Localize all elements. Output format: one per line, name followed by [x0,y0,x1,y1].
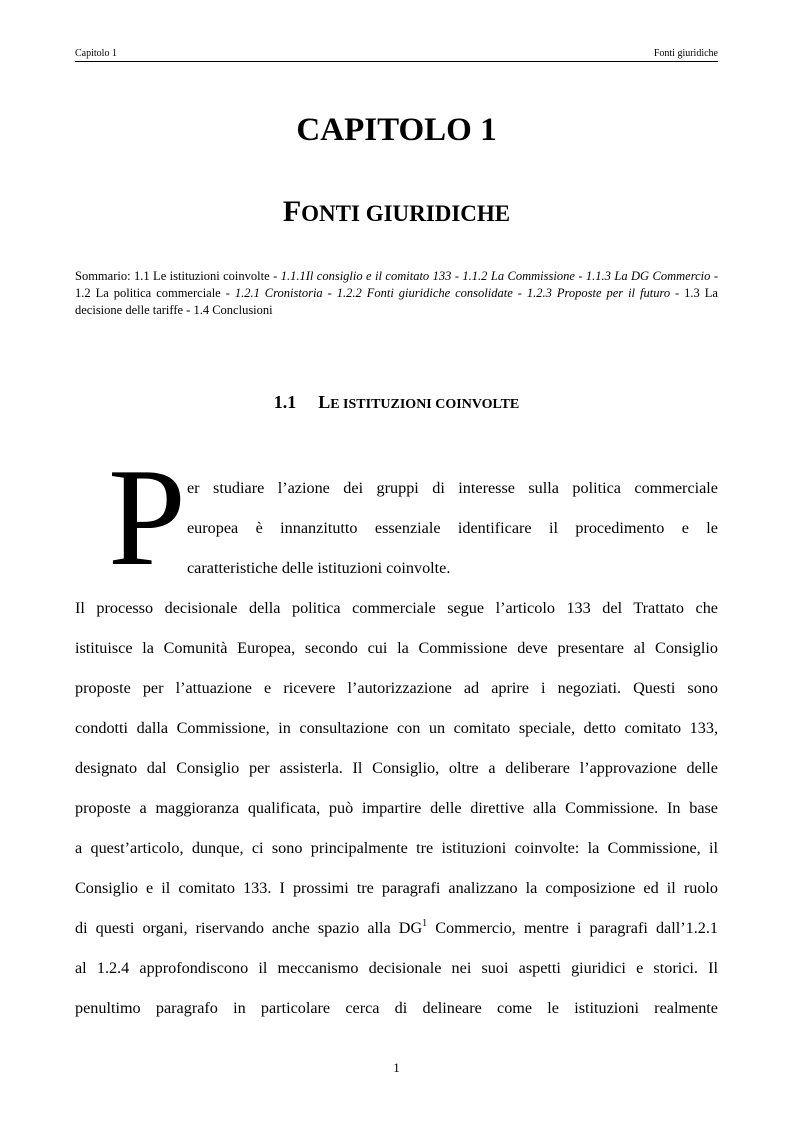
footnote-mark[interactable]: 1 [422,918,428,929]
header-section-title: Fonti giuridiche [653,48,718,59]
summary-separator: - [574,269,586,283]
paragraph-line: Il processo decisionale della politica commerciale segue l’articolo 133 del Trattato che [75,599,718,617]
paragraph-line: istituisce la Comunità Europea, secondo cui la Commissione deve presentare al Consiglio [75,639,718,657]
section-title-initial: L [318,392,331,412]
section-number: 1.1 [273,392,297,412]
line-text-before: di questi organi, riservando anche spazio alla DG [75,919,423,937]
chapter-title-initial: F [282,195,302,228]
paragraph-line: Consiglio e il comitato 133. I prossimi tre paragrafi analizzano la composizione ed il ruolo [75,879,718,897]
drop-cap: P [108,440,186,595]
paragraph-line: al 1.2.4 approfondiscono il meccanismo decisionale nei suoi aspetti giuridici e storici. Il [75,959,718,977]
summary-separator: - [451,269,463,283]
chapter-label: CAPITOLO 1 [296,112,497,148]
paragraph-line: penultimo paragrafo in particolare cerca di delineare come le istituzioni realmente [75,999,718,1017]
paragraph-line: proposte per l’attuazione e ricevere l’autorizzazione ad aprire i negoziati. Questi sono [75,679,718,697]
paragraph-line: condotti dalla Commissione, in consultazione con un comitato speciale, detto comitato 133, [75,719,718,737]
paragraph-line: a quest’articolo, dunque, ci sono principalmente tre istituzioni coinvolte: la Commissione, il [75,839,718,857]
paragraph-line: er studiare l’azione dei gruppi di interesse sulla politica commerciale [187,479,718,497]
section-heading [0,390,793,417]
paragraph-line-with-footnote [75,918,718,938]
paragraph-line: caratteristiche delle istituzioni coinvolte. [187,559,451,577]
page-number: 1 [393,1060,400,1075]
summary-separator: - [322,286,337,300]
summary-separator: - [512,286,527,300]
summary-lead: Sommario: 1.1 Le istituzioni coinvolte - [75,269,281,283]
summary-item: 1.1.1Il consiglio e il comitato 133 [280,269,452,283]
summary-mid: - 1.2 La politica commerciale - [75,269,718,300]
paragraph-line: designato dal Consiglio per assisterla. Il Consiglio, oltre a deliberare l’approvazione delle [75,759,718,777]
summary-item: 1.2.3 Proposte per il futuro [526,286,671,300]
chapter-title [0,192,793,234]
summary-item: 1.1.2 La Commissione [462,269,575,283]
summary-tail: - 1.3 La decisione delle tariffe - 1.4 Conclusioni [75,286,718,317]
summary-item: 1.2.1 Cronistoria [234,286,323,300]
section-title-rest: E ISTITUZIONI COINVOLTE [330,397,520,412]
paragraph-line: proposte a maggioranza qualificata, può impartire delle direttive alla Commissione. In base [75,799,718,817]
chapter-title-rest: ONTI GIURIDICHE [301,201,511,226]
line-text-after: Commercio, mentre i paragrafi dall’1.2.1 [427,919,718,937]
header-chapter: Capitolo 1 [75,48,117,59]
summary-item: 1.1.3 La DG Commercio [585,269,711,283]
chapter-summary [75,268,718,319]
running-header [75,49,718,62]
paragraph-line: europea è innanzitutto essenziale identificare il procedimento e le [187,519,718,537]
summary-item: 1.2.2 Fonti giuridiche consolidate [336,286,513,300]
